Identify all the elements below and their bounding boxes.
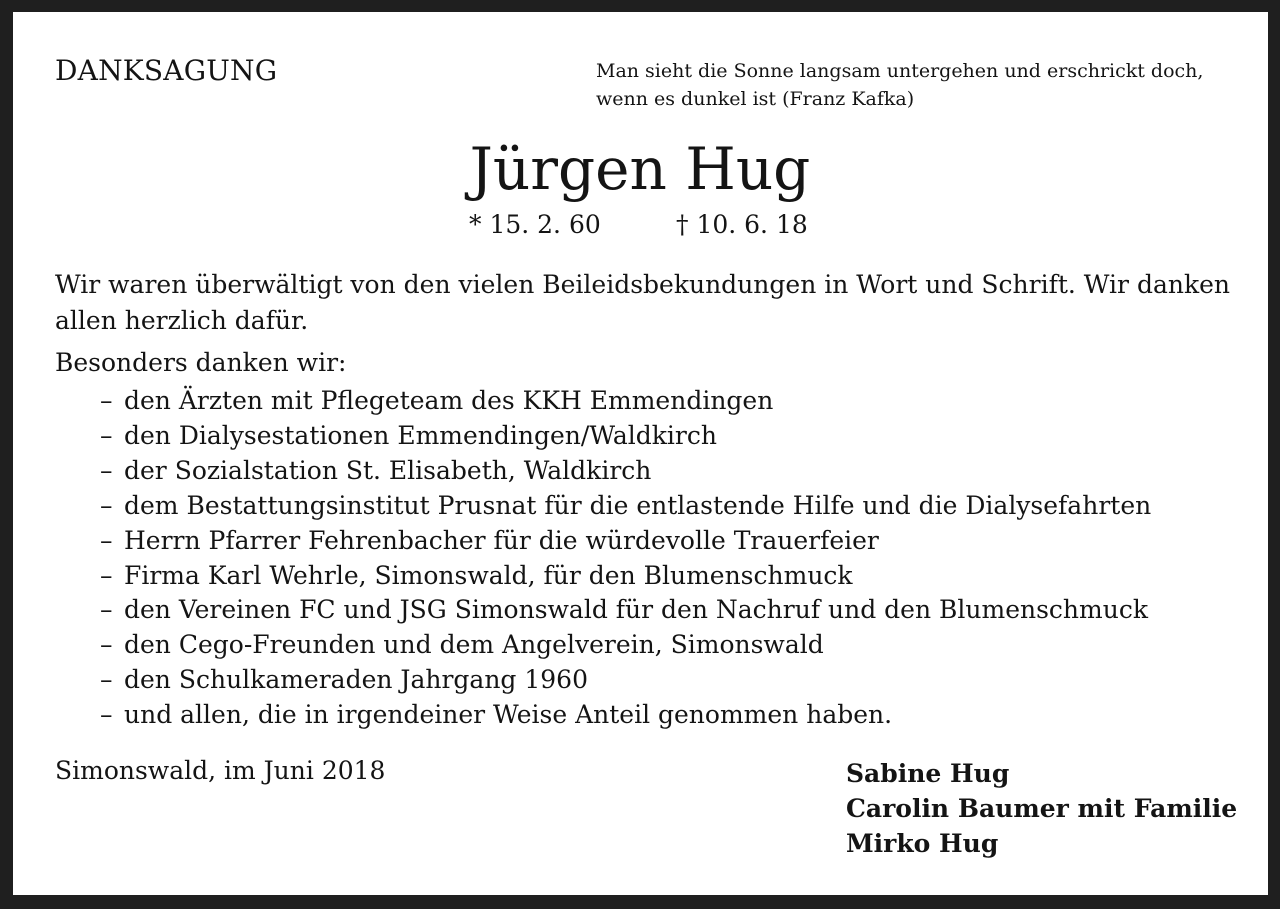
dash-marker: – — [100, 700, 113, 730]
thanks-item — [100, 524, 1151, 559]
thanks-text: den Ärzten mit Pflegeteam des KKH Emmendingen — [124, 386, 774, 415]
dash-marker: – — [100, 386, 113, 415]
dash-marker: – — [100, 665, 113, 695]
thanks-item — [100, 454, 1151, 489]
dash-marker: – — [100, 455, 113, 485]
thanks-text: Firma Karl Wehrle, Simonswald, für den Blumenschmuck — [124, 560, 853, 590]
quote-line: wenn es dunkel ist (Franz Kafka) — [596, 88, 915, 110]
dash-marker: – — [100, 560, 113, 590]
signatures — [846, 756, 1237, 861]
thanks-item — [100, 698, 1151, 733]
thanks-text: den Vereinen FC und JSG Simonswald für den Nachruf und den Blumenschmuck — [124, 595, 1148, 625]
dash-marker: – — [100, 595, 113, 625]
thanks-heading: Besonders danken wir: — [55, 348, 347, 377]
thanks-text: der Sozialstation St. Elisabeth, Waldkirch — [124, 455, 652, 485]
signature-name: Mirko Hug — [846, 829, 999, 858]
thanks-text: den Cego-Freunden und dem Angelverein, Simonswald — [124, 630, 824, 660]
dash-marker: – — [100, 420, 113, 450]
signature-name: Sabine Hug — [846, 759, 1010, 788]
thanks-item — [100, 384, 1151, 419]
thanks-item — [100, 663, 1151, 698]
thanks-text: den Schulkameraden Jahrgang 1960 — [124, 665, 588, 695]
thanks-item — [100, 489, 1151, 524]
thanks-text: den Dialysestationen Emmendingen/Waldkirch — [124, 420, 717, 450]
dash-marker: – — [100, 525, 113, 555]
thanks-list — [100, 384, 1151, 733]
thanks-item — [100, 559, 1151, 594]
dash-marker: – — [100, 490, 113, 520]
birth-date: * 15. 2. 60 — [469, 210, 601, 239]
intro-line: allen herzlich dafür. — [55, 306, 309, 335]
thanks-text: Herrn Pfarrer Fehrenbacher für die würdevolle Trauerfeier — [124, 525, 879, 555]
thanks-text: und allen, die in irgendeiner Weise Anteil genommen haben. — [124, 700, 893, 730]
thanks-text: dem Bestattungsinstitut Prusnat für die entlastende Hilfe und die Dialysefahrten — [124, 490, 1152, 520]
intro-line: Wir waren überwältigt von den vielen Beileidsbekundungen in Wort und Schrift. Wir danken — [55, 270, 1230, 299]
thanks-item — [100, 419, 1151, 454]
notice-heading: DANKSAGUNG — [55, 54, 278, 87]
deceased-name: Jürgen Hug — [469, 135, 811, 203]
kafka-quote — [596, 57, 1203, 113]
quote-line: Man sieht die Sonne langsam untergehen und erschrickt doch, — [596, 60, 1204, 82]
dash-marker: – — [100, 630, 113, 660]
intro-paragraph — [55, 267, 1230, 339]
thanks-item — [100, 628, 1151, 663]
death-date: † 10. 6. 18 — [676, 210, 808, 239]
signature-name: Carolin Baumer mit Familie — [846, 794, 1238, 823]
place-date: Simonswald, im Juni 2018 — [55, 756, 386, 785]
thanks-item — [100, 593, 1151, 628]
